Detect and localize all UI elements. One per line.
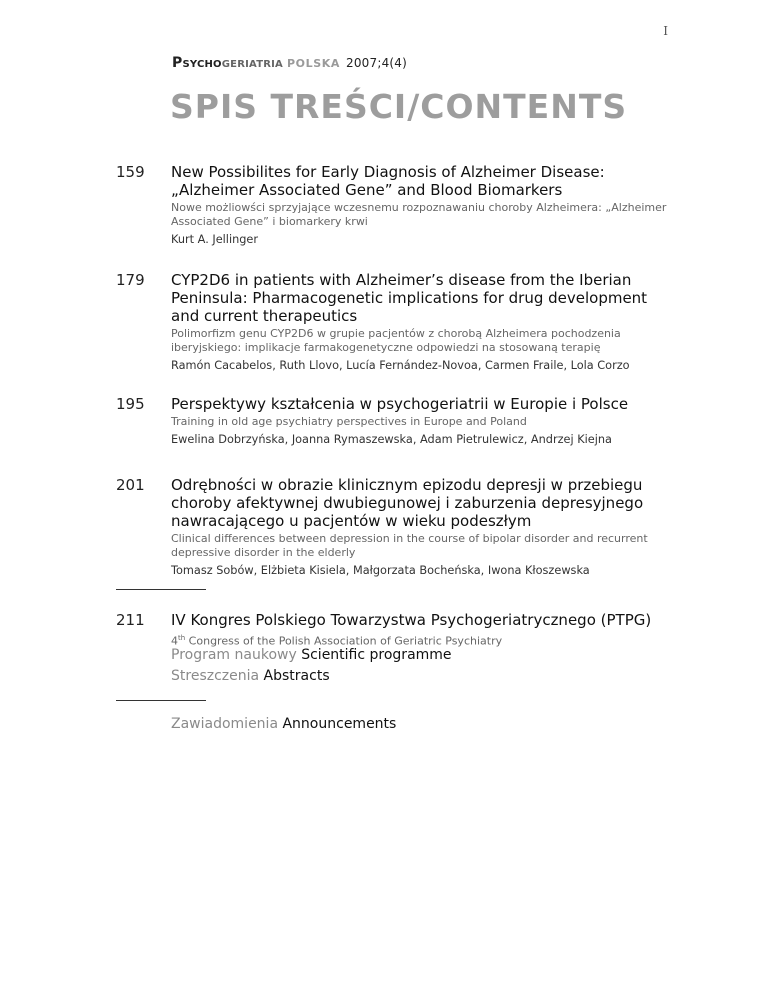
page-title: SPIS TREŚCI/CONTENTS [170,87,628,126]
entry-title[interactable]: Odrębności w obrazie klinicznym epizodu depresji w przebiegu choroby afektywnej dwubiegunowej i zaburzenia depresyjnego nawracającego u pacjentów w wieku podeszłym [171,476,644,530]
announcements-link[interactable] [171,716,396,732]
toc-entry[interactable] [116,395,676,447]
journal-name-part2: geriatria [221,55,283,71]
page-number: I [663,24,668,38]
entry-title[interactable]: Perspektywy kształcenia w psychogeriatrii w Europie i Polsce [171,395,629,413]
entry-page: 159 [116,163,145,181]
abstracts-label-pl: Streszczenia [171,668,260,684]
entry-authors: Tomasz Sobów, Elżbieta Kisiela, Małgorzata Bocheńska, Iwona Kłoszewska [171,564,590,577]
journal-header [172,55,407,71]
entry-subtitle: Nowe możliowści sprzyjające wczesnemu rozpoznawaniu choroby Alzheimera: „Alzheimer Associated Gene” i biomarkery krwi [171,201,667,228]
journal-name-part3: POLSKA [287,57,340,70]
toc-entry[interactable] [116,163,676,247]
toc-entry[interactable] [116,476,676,578]
program-link[interactable] [171,647,452,663]
subtitle-ordinal: th [178,634,186,642]
abstracts-label-en: Abstracts [263,668,330,684]
subtitle-text: Congress of the Polish Association of Geriatric Psychiatry [185,634,503,648]
entry-authors: Kurt A. Jellinger [171,233,259,246]
section-divider [116,700,206,701]
toc-entry-congress[interactable] [116,611,676,649]
program-label-en: Scientific programme [301,647,452,663]
entry-page: 195 [116,395,145,413]
entry-title[interactable]: New Possibilites for Early Diagnosis of Alzheimer Disease: „Alzheimer Associated Gene” and Blood Biomarkers [171,163,605,199]
entry-subtitle: Clinical differences between depression in the course of bipolar disorder and recurrent depressive disorder in the elderly [171,532,648,559]
entry-subtitle: Polimorfizm genu CYP2D6 w grupie pacjentów z chorobą Alzheimera pochodzenia iberyjskiego: implikacje farmakogenetyczne odpowiedzi na stosowaną terapię [171,327,621,354]
entry-title[interactable]: CYP2D6 in patients with Alzheimer’s disease from the Iberian Peninsula: Pharmacogenetic implications for drug development and current therapeutics [171,271,648,325]
abstracts-link[interactable] [171,668,330,684]
announcements-label-en: Announcements [282,716,397,732]
entry-page: 179 [116,271,145,289]
entry-page: 211 [116,611,145,629]
entry-page: 201 [116,476,145,494]
toc-entry[interactable] [116,271,676,373]
announcements-label-pl: Zawiadomienia [171,716,279,732]
subtitle-number: 4 [171,634,178,648]
entry-title[interactable]: IV Kongres Polskiego Towarzystwa Psychogeriatrycznego (PTPG) [171,611,652,629]
journal-issue: 2007;4(4) [346,56,408,70]
section-divider [116,589,206,590]
entry-subtitle [171,631,676,649]
program-label-pl: Program naukowy [171,647,297,663]
entry-subtitle: Training in old age psychiatry perspectives in Europe and Poland [171,415,527,428]
entry-authors: Ewelina Dobrzyńska, Joanna Rymaszewska, Adam Pietrulewicz, Andrzej Kiejna [171,433,612,446]
journal-name-part1: Psycho [172,55,222,71]
entry-authors: Ramón Cacabelos, Ruth Llovo, Lucía Fernández-Novoa, Carmen Fraile, Lola Corzo [171,359,630,372]
